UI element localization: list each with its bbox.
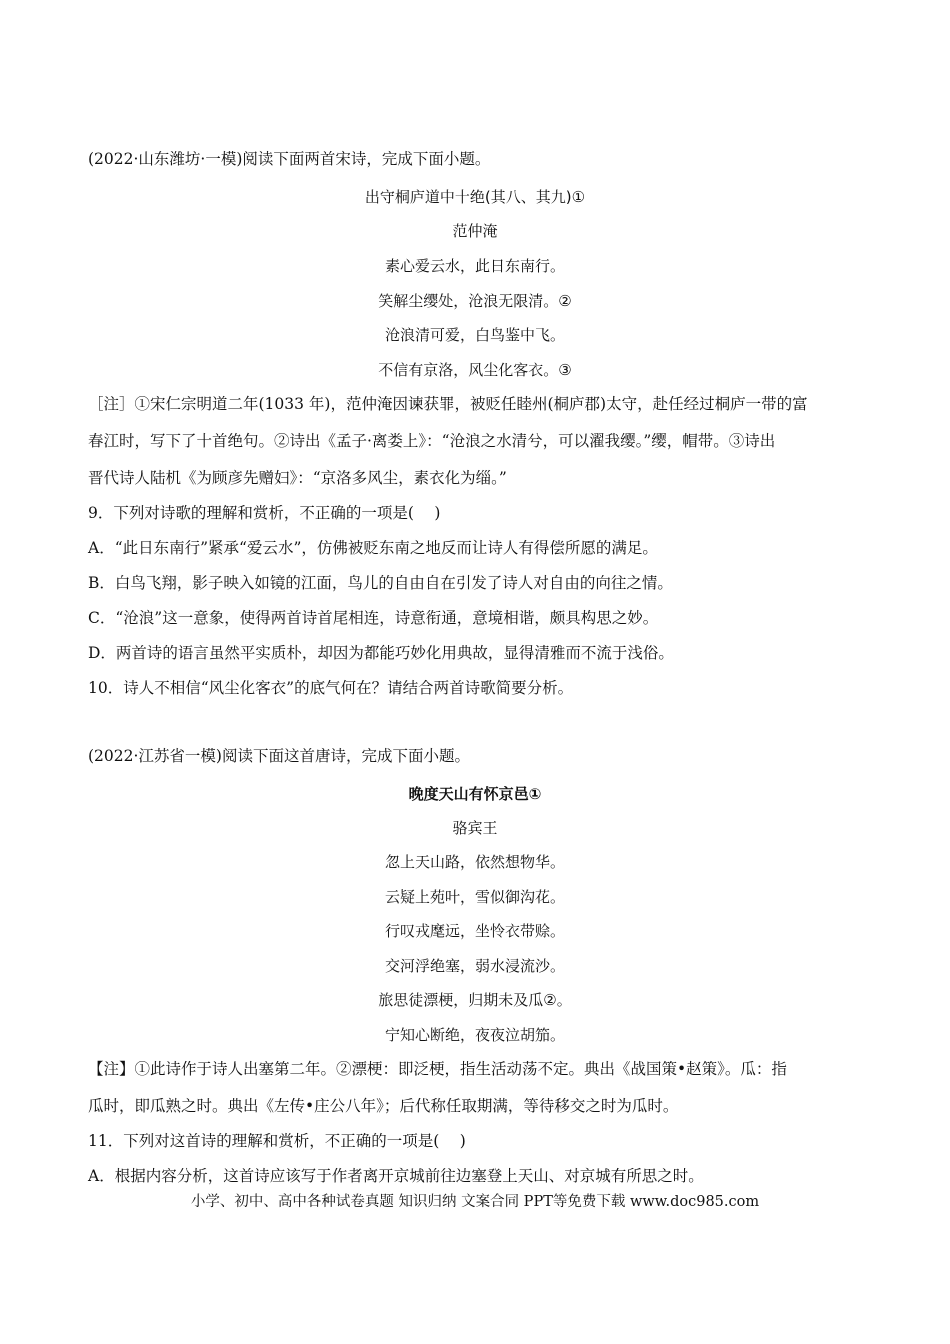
- q11-option-a: A．根据内容分析，这首诗应该写于作者离开京城前往边塞登上天山、对京城有所思之时。: [88, 1167, 704, 1185]
- section2-intro: (2022·江苏省一模)阅读下面这首唐诗，完成下面小题。: [88, 747, 470, 765]
- q9-option-b: B．白鸟飞翔，影子映入如镜的江面，鸟儿的自由自在引发了诗人对自由的向往之情。: [88, 574, 673, 592]
- poem2-verse: 云疑上苑叶，雪似御沟花。: [384, 888, 565, 906]
- question-11: 11．下列对这首诗的理解和赏析，不正确的一项是( ): [88, 1132, 466, 1150]
- poem1-verse: 素心爱云水，此日东南行。: [384, 257, 565, 275]
- q9-option-a: A．“此日东南行”紧承“爱云水”，仿佛被贬东南之地反而让诗人有得偿所愿的满足。: [88, 539, 658, 557]
- poem1-verse: 沧浪清可爱，白鸟鉴中飞。: [384, 326, 565, 344]
- poem1-verse: 笑解尘缨处，沧浪无限清。②: [378, 292, 572, 310]
- poem1-note-line: 晋代诗人陆机《为顾彦先赠妇》：“京洛多风尘，素衣化为缁。”: [88, 469, 507, 487]
- question-10: 10．诗人不相信“风尘化客衣”的底气何在？请结合两首诗歌简要分析。: [88, 679, 574, 697]
- page-footer: 小学、初中、高中各种试卷真题 知识归纳 文案合同 PPT等免费下载 www.doc985.com: [190, 1194, 760, 1210]
- q9-option-d: D．两首诗的语言虽然平实质朴，却因为都能巧妙化用典故，显得清雅而不流于浅俗。: [88, 644, 674, 662]
- poem1-note-line: 春江时，写下了十首绝句。②诗出《孟子·离娄上》：“沧浪之水清兮，可以濯我缨。”缨，帽带。③诗出: [88, 432, 776, 450]
- poem2-title: 晚度天山有怀京邑①: [408, 785, 542, 803]
- poem2-author: 骆宾王: [452, 819, 498, 837]
- poem1-title: 出守桐庐道中十绝(其八、其九)①: [364, 188, 586, 206]
- poem1-note-line: ［注］①宋仁宗明道二年(1033 年)，范仲淹因谏获罪，被贬任睦州(桐庐郡)太守，赴任经过桐庐一带的富: [88, 395, 808, 413]
- q9-option-c: C．“沧浪”这一意象，使得两首诗首尾相连，诗意衔通，意境相谐，颇具构思之妙。: [88, 609, 659, 627]
- poem2-verse: 旅思徒漂梗，归期未及瓜②。: [378, 991, 572, 1009]
- poem1-author: 范仲淹: [452, 222, 498, 240]
- poem2-verse: 行叹戎麾远，坐怜衣带赊。: [384, 922, 565, 940]
- poem2-note-line: 瓜时，即瓜熟之时。典出《左传•庄公八年》；后代称任取期满，等待移交之时为瓜时。: [88, 1097, 679, 1115]
- poem2-verse: 忽上天山路，依然想物华。: [384, 853, 565, 871]
- poem1-verse: 不信有京洛，风尘化客衣。③: [378, 361, 572, 379]
- poem2-verse: 宁知心断绝，夜夜泣胡笳。: [384, 1026, 565, 1044]
- question-9: 9．下列对诗歌的理解和赏析，不正确的一项是( ): [88, 504, 441, 522]
- poem2-note-line: 【注】①此诗作于诗人出塞第二年。②漂梗：即泛梗，指生活动荡不定。典出《战国策•赵策》。瓜：指: [88, 1060, 787, 1078]
- section1-intro: (2022·山东潍坊·一模)阅读下面两首宋诗，完成下面小题。: [88, 150, 491, 168]
- poem2-verse: 交河浮绝塞，弱水浸流沙。: [384, 957, 565, 975]
